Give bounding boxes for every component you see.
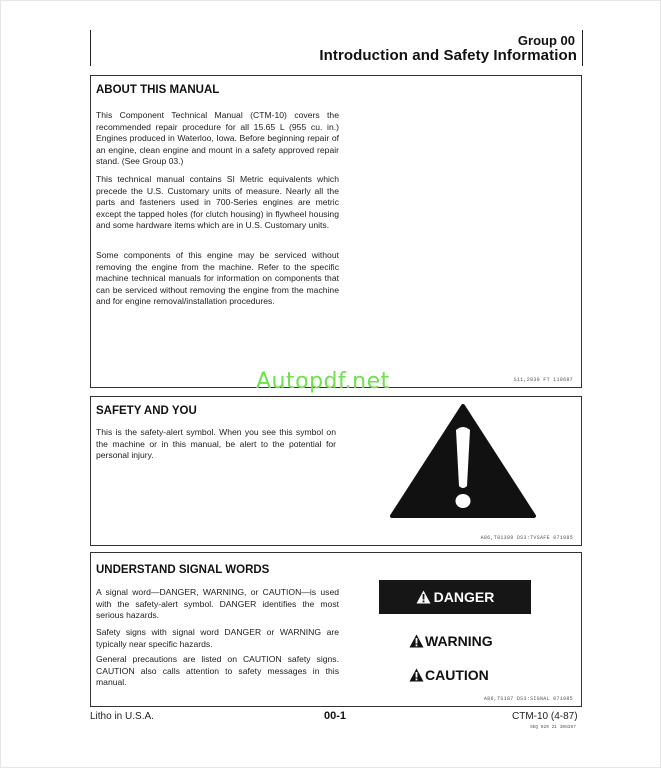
about-paragraph-1: This Component Technical Manual (CTM-10) covers the recommended repair procedure for all 15.65 L (955 cu. in.) Engines produced in Waterloo, Iowa. Before beginning repair of an engine, clean engine and mount in a safety approved repair stand. (See Group 03.) xyxy=(96,110,339,167)
danger-sign xyxy=(379,580,531,614)
safety-alert-symbol-icon xyxy=(409,634,424,648)
manual-code: CTM-10 (4-87) xyxy=(512,711,578,722)
sequence-code: SEQ 020 21 308387 xyxy=(530,725,576,730)
signal-words-section xyxy=(90,552,582,707)
about-paragraph-3: Some components of this engine may be serviced without removing the engine from the machine. Refer to the specific machine technical manuals for information on components that can be serviced without removing the engine from the machine and for engine removal/installation procedures. xyxy=(96,250,339,307)
about-manual-section xyxy=(90,75,582,388)
about-manual-title: ABOUT THIS MANUAL xyxy=(96,84,220,96)
about-reference-code: S11,2030 FT 110687 xyxy=(513,377,573,383)
page-title: Introduction and Safety Information xyxy=(319,47,577,64)
safety-alert-symbol-icon xyxy=(409,668,424,682)
safety-alert-triangle-icon xyxy=(388,402,538,520)
signal-words-title: UNDERSTAND SIGNAL WORDS xyxy=(96,564,270,576)
signal-paragraph-1: A signal word—DANGER, WARNING, or CAUTION—is used with the safety-alert symbol. DANGER identifies the most serious hazards. xyxy=(96,587,339,621)
signal-reference-code: A86,TS187 DS3:SIGNAL 071085 xyxy=(483,696,573,702)
safety-alert-symbol-icon xyxy=(416,590,431,604)
group-label: Group 00 xyxy=(517,33,575,48)
signal-paragraph-3: General precautions are listed on CAUTION safety signs. CAUTION also calls attention to safety messages in this manual. xyxy=(96,654,339,688)
warning-sign-label: WARNING xyxy=(425,633,493,649)
warning-sign xyxy=(409,633,493,649)
watermark: Autopdf.net xyxy=(256,369,390,394)
footer-litho: Litho in U.S.A. xyxy=(90,711,154,722)
header-left-rule xyxy=(90,30,91,66)
danger-sign-label: DANGER xyxy=(433,589,495,605)
signal-paragraph-2: Safety signs with signal word DANGER or WARNING are typically near specific hazards. xyxy=(96,627,339,649)
safety-paragraph: This is the safety-alert symbol. When you see this symbol on the machine or in this manual, be alert to the potential for personal injury. xyxy=(96,427,336,461)
page-number: 00-1 xyxy=(324,710,347,722)
safety-reference-code: A86,T81389 DS3:TVSAFE 071085 xyxy=(480,535,573,541)
header-right-rule xyxy=(582,30,583,66)
caution-sign-label: CAUTION xyxy=(425,667,489,683)
about-paragraph-2: This technical manual contains SI Metric equivalents which precede the U.S. Customary units of measure. Nearly all the parts and fasteners used in 700-Series engines are metric except the tapped holes (for clutch housing) in flywheel housing and some hardware items which are in U.S. Customary units. xyxy=(96,174,339,231)
safety-title: SAFETY AND YOU xyxy=(96,405,197,417)
caution-sign xyxy=(409,667,489,683)
